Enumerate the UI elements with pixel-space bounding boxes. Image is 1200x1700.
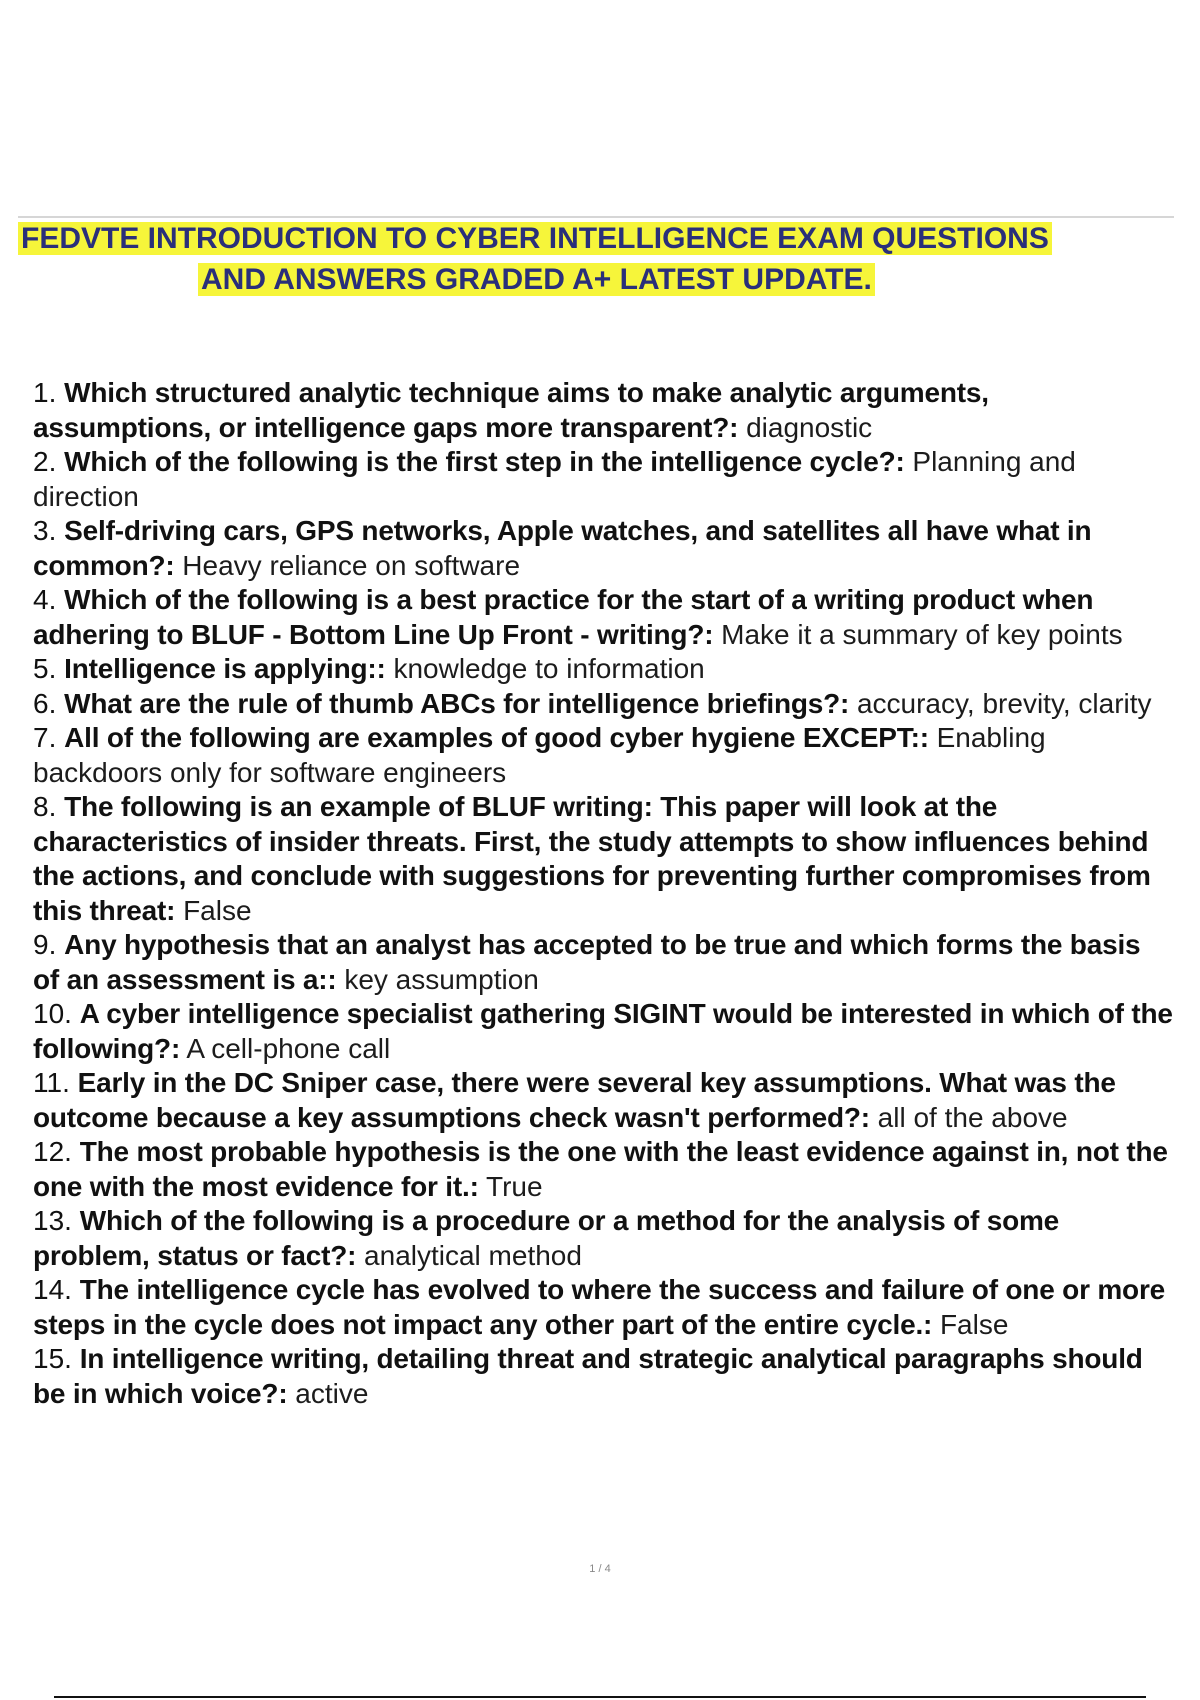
title-line-1: FEDVTE INTRODUCTION TO CYBER INTELLIGENCE EXAM QUESTIONS — [18, 218, 1118, 259]
qa-question: In intelligence writing, detailing threat and strategic analytical paragraphs should be in which voice?: — [33, 1343, 1143, 1409]
qa-item: 15. In intelligence writing, detailing threat and strategic analytical paragraphs should be in which voice?: active — [33, 1343, 1143, 1409]
qa-item: 3. Self-driving cars, GPS networks, Apple watches, and satellites all have what in common?: Heavy reliance on software — [33, 515, 1092, 581]
qa-answer: accuracy, brevity, clarity — [856, 687, 1152, 719]
qa-item: 11. Early in the DC Sniper case, there were several key assumptions. What was the outcome because a key assumptions check wasn't performed?: all of the above — [33, 1067, 1116, 1133]
footer-rule — [54, 1696, 1146, 1698]
qa-answer: Planning and direction — [33, 446, 1076, 512]
qa-question: Which structured analytic technique aims to make analytic arguments, assumptions, or intelligence gaps more transparent?: — [33, 377, 989, 443]
qa-question: The intelligence cycle has evolved to where the success and failure of one or more steps in the cycle does not impact any other part of the entire cycle.: — [33, 1274, 1166, 1340]
qa-item: 2. Which of the following is the first step in the intelligence cycle?: Planning and direction — [33, 446, 1076, 512]
qa-question: Self-driving cars, GPS networks, Apple watches, and satellites all have what in common?: — [33, 515, 1092, 581]
qa-answer: active — [295, 1377, 369, 1409]
qa-answer: True — [486, 1170, 543, 1202]
qa-question: What are the rule of thumb ABCs for intelligence briefings?: — [64, 687, 850, 719]
qa-answer: False — [939, 1308, 1009, 1340]
document-title — [18, 218, 1118, 300]
qa-question: All of the following are examples of good cyber hygiene EXCEPT:: — [64, 722, 929, 753]
qa-question: Which of the following is a procedure or a method for the analysis of some problem, status or fact?: — [33, 1205, 1060, 1271]
qa-answer: diagnostic — [746, 411, 873, 443]
qa-item: 9. Any hypothesis that an analyst has accepted to be true and which forms the basis of an assessment is a:: key assumption — [33, 929, 1141, 995]
page-number: 1 / 4 — [589, 1563, 611, 1575]
qa-item: 8. The following is an example of BLUF writing: This paper will look at the characteristics of insider threats. First, the study attempts to show influences behind the actions, and conclude with suggestions for preventing further compromises from this threat: False — [33, 791, 1151, 926]
qa-question: A cyber intelligence specialist gathering SIGINT would be interested in which of the following?: — [33, 998, 1173, 1064]
qa-item: 5. Intelligence is applying:: knowledge to information — [33, 653, 705, 684]
qa-answer: all of the above — [877, 1101, 1068, 1133]
qa-item: 12. The most probable hypothesis is the one with the least evidence against in, not the one with the most evidence for it.: True — [33, 1136, 1168, 1202]
qa-answer: False — [183, 894, 252, 926]
qa-answer: A cell-phone call — [186, 1032, 391, 1064]
qa-question: Intelligence is applying:: — [64, 653, 386, 684]
qa-item: 10. A cyber intelligence specialist gathering SIGINT would be interested in which of the following?: A cell-phone call — [33, 998, 1173, 1064]
qa-item: 1. Which structured analytic technique aims to make analytic arguments, assumptions, or intelligence gaps more transparent?: diagnostic — [33, 377, 989, 443]
qa-answer: analytical method — [364, 1239, 582, 1271]
qa-item: 13. Which of the following is a procedure or a method for the analysis of some problem, status or fact?: analytical method — [33, 1205, 1060, 1271]
qa-answer: Make it a summary of key points — [721, 618, 1123, 650]
qa-answer: Enabling backdoors only for software engineers — [33, 722, 1046, 788]
qa-question: Any hypothesis that an analyst has accepted to be true and which forms the basis of an assessment is a:: — [33, 929, 1141, 995]
qa-answer: key assumption — [344, 963, 539, 995]
qa-answer: knowledge to information — [393, 653, 705, 684]
qa-list — [33, 376, 1173, 1411]
title-line-2: AND ANSWERS GRADED A+ LATEST UPDATE. — [18, 259, 1118, 300]
qa-answer: Heavy reliance on software — [182, 549, 521, 581]
qa-item: 7. All of the following are examples of good cyber hygiene EXCEPT:: Enabling backdoors only for software engineers — [33, 722, 1046, 788]
qa-question: Which of the following is a best practice for the start of a writing product when adhering to BLUF - Bottom Line Up Front - writing?: — [33, 584, 1094, 650]
qa-item: 14. The intelligence cycle has evolved to where the success and failure of one or more steps in the cycle does not impact any other part of the entire cycle.: False — [33, 1274, 1166, 1340]
qa-item: 4. Which of the following is a best practice for the start of a writing product when adhering to BLUF - Bottom Line Up Front - writing?: Make it a summary of key points — [33, 584, 1123, 650]
qa-question: Early in the DC Sniper case, there were several key assumptions. What was the outcome because a key assumptions check wasn't performed?: — [33, 1067, 1116, 1133]
qa-question: Which of the following is the first step in the intelligence cycle?: — [64, 446, 905, 477]
qa-item: 6. What are the rule of thumb ABCs for intelligence briefings?: accuracy, brevity, clarity — [33, 687, 1152, 719]
qa-question: The following is an example of BLUF writing: This paper will look at the characteristics of insider threats. First, the study attempts to show influences behind the actions, and conclude with suggestions for preventing further compromises from this threat: — [33, 791, 1151, 926]
qa-question: The most probable hypothesis is the one with the least evidence against in, not the one with the most evidence for it.: — [33, 1136, 1168, 1202]
